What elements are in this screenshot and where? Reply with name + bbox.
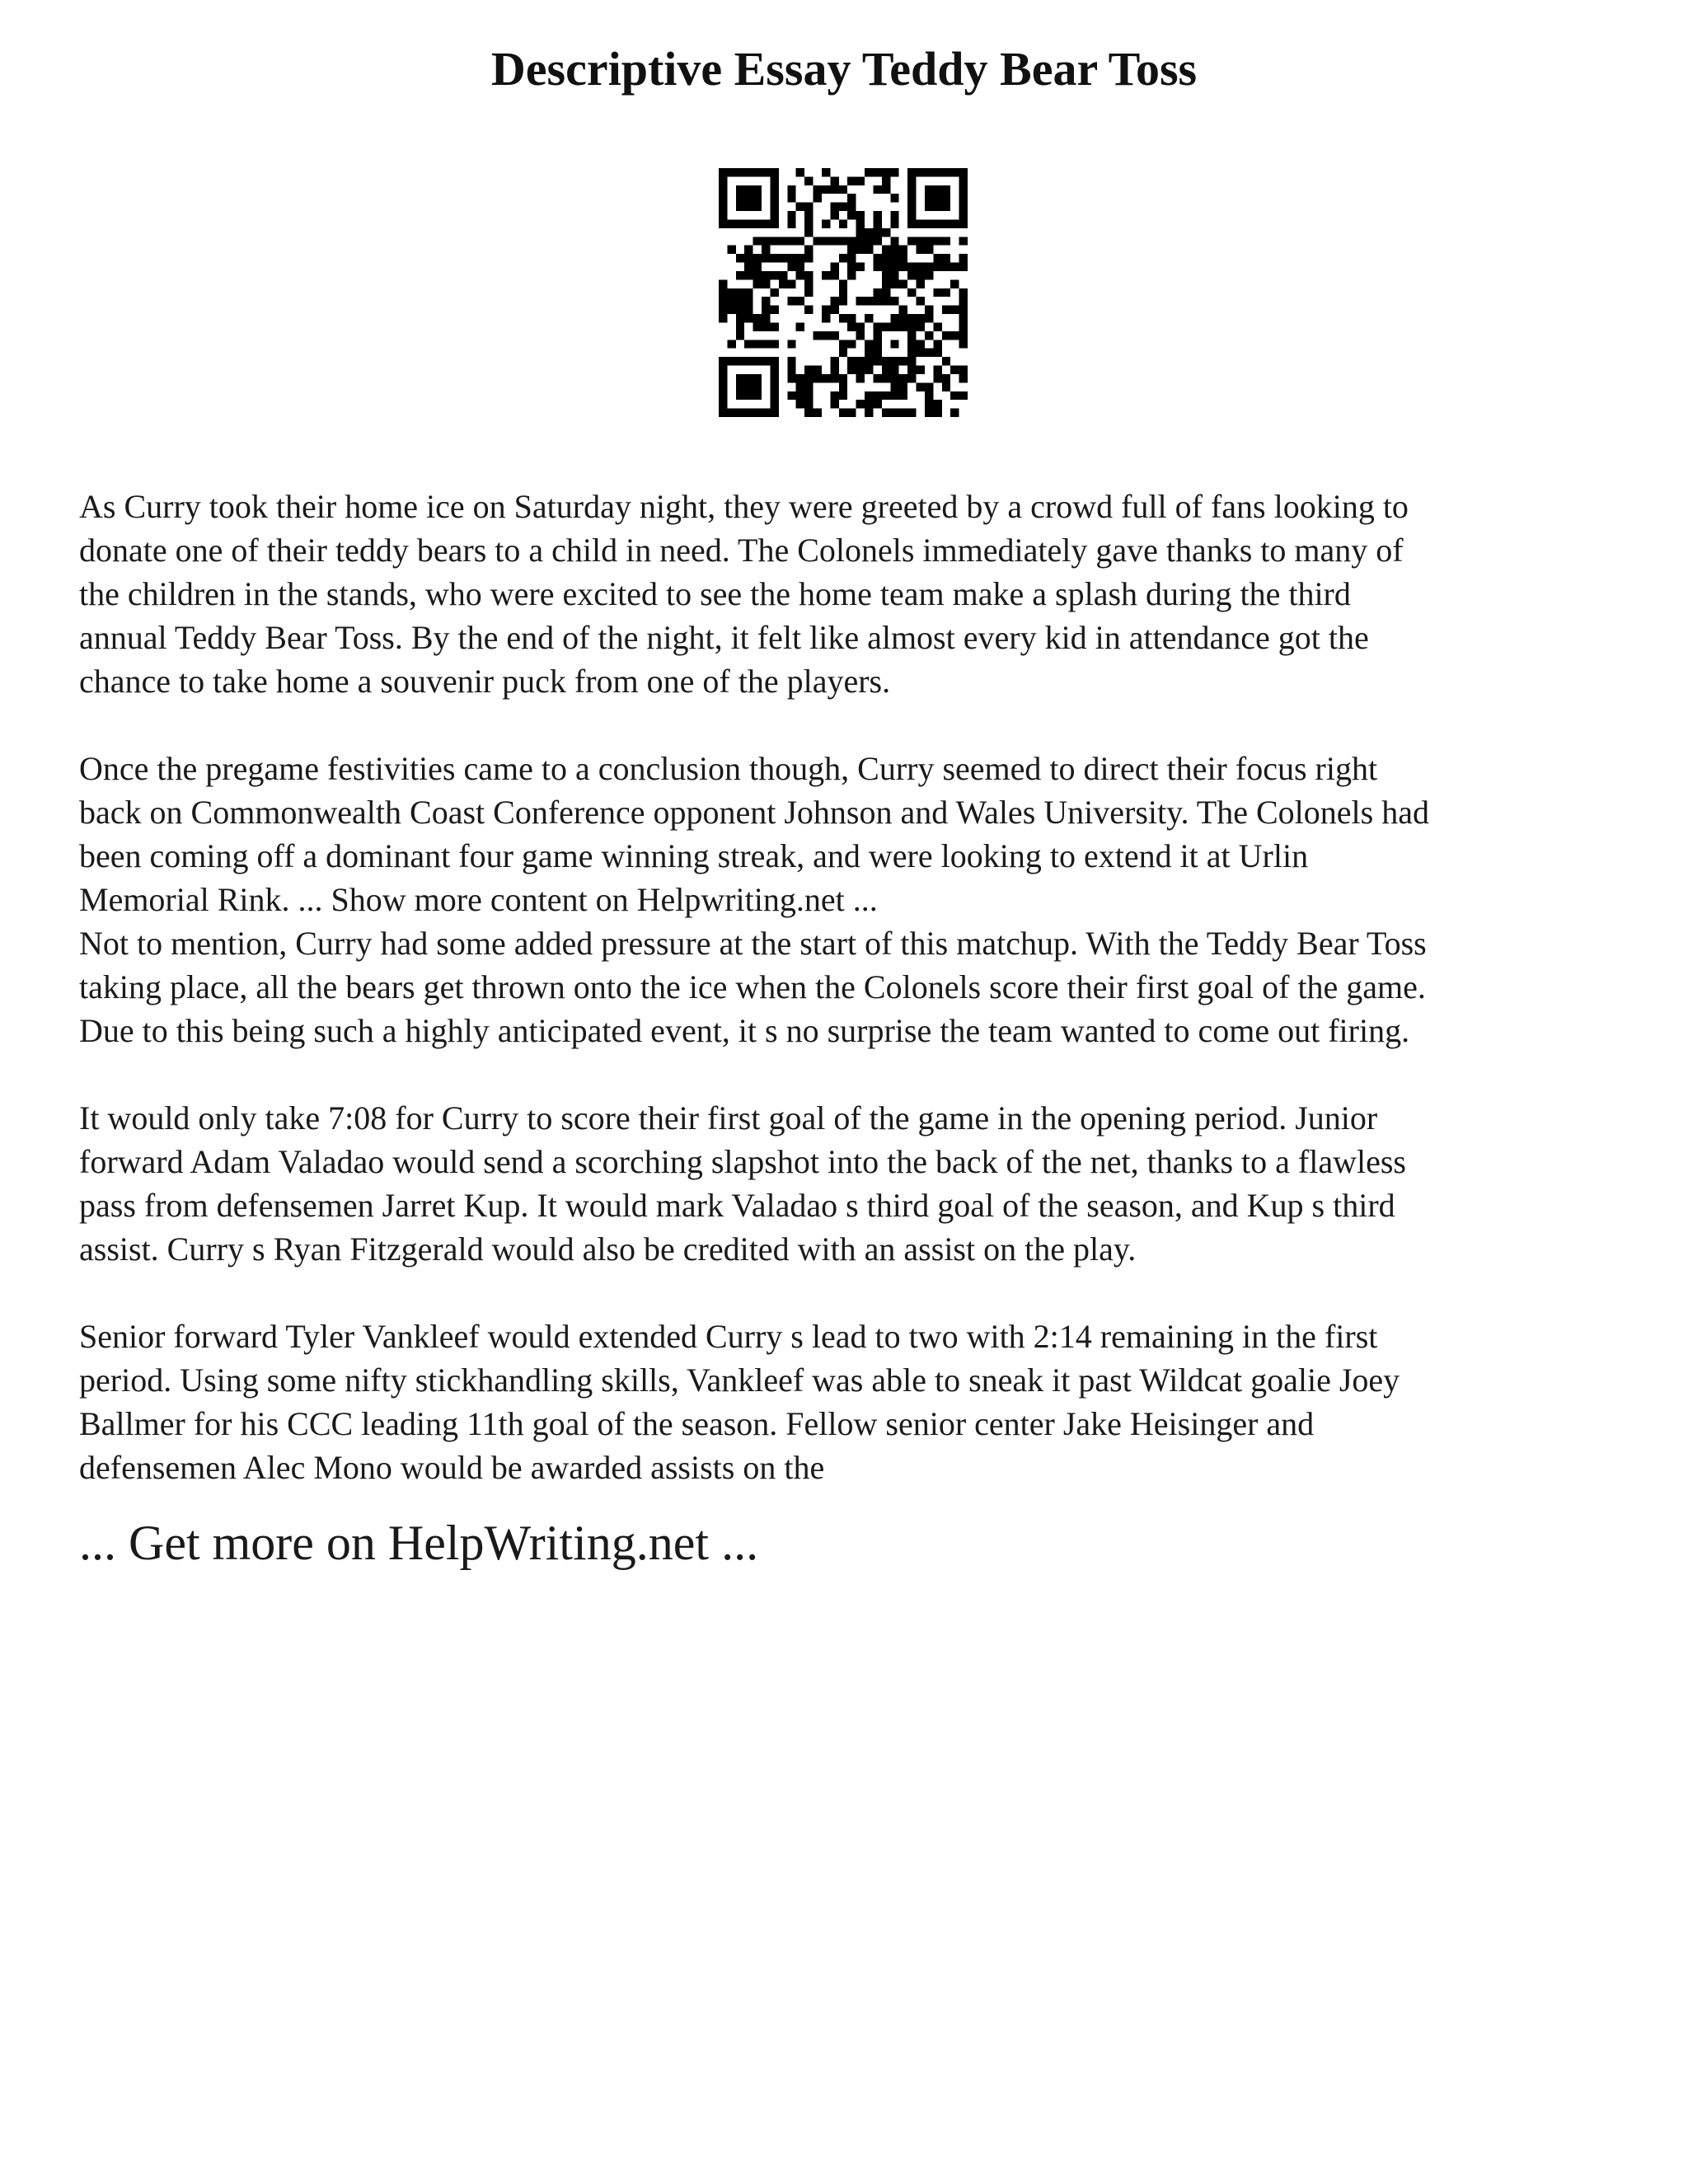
- paragraph: Not to mention, Curry had some added pressure at the start of this matchup. With the Teddy Bear Toss taking place, all the bears get thrown onto the ice when the Colonels score their first goal of the game. Due to this being such a highly anticipated event, it s no surprise the team wanted to come out firing.: [79, 925, 1427, 1049]
- paragraph: As Curry took their home ice on Saturday night, they were greeted by a crowd full of fans looking to donate one of their teddy bears to a child in need. The Colonels immediately gave thanks to many of the children in the stands, who were excited to see the home team make a splash during the third annual Teddy Bear Toss. By the end of the night, it felt like almost every kid in attendance got the chance to take home a souvenir puck from one of the players.: [79, 488, 1409, 700]
- get-more-link[interactable]: ... Get more on HelpWriting.net ...: [79, 1516, 759, 1570]
- document-title: Descriptive Essay Teddy Bear Toss: [490, 42, 1198, 96]
- paragraph: Once the pregame festivities came to a conclusion though, Curry seemed to direct their focus right back on Commonwealth Coast Conference opponent Johnson and Wales University. The Colonels had been coming off a dominant four game winning streak, and were looking to extend it at Urlin Memorial Rink. ... Show more content on Helpwriting.net ...: [79, 750, 1429, 918]
- paragraph: It would only take 7:08 for Curry to score their first goal of the game in the opening period. Junior forward Adam Valadao would send a scorching slapshot into the back of the net, thanks to a flawless pass from defensemen Jarret Kup. It would mark Valadao s third goal of the season, and Kup s third assist. Curry s Ryan Fitzgerald would also be credited with an assist on the play.: [79, 1099, 1406, 1268]
- essay-body: [79, 485, 1629, 1489]
- qr-code: [719, 168, 968, 417]
- paragraph: Senior forward Tyler Vankleef would extended Curry s lead to two with 2:14 remaining in the first period. Using some nifty stickhandling skills, Vankleef was able to sneak it past Wildcat goalie Joey Ballmer for his CCC leading 11th goal of the season. Fellow senior center Jake Heisinger and defensemen Alec Mono would be awarded assists on the: [79, 1318, 1400, 1486]
